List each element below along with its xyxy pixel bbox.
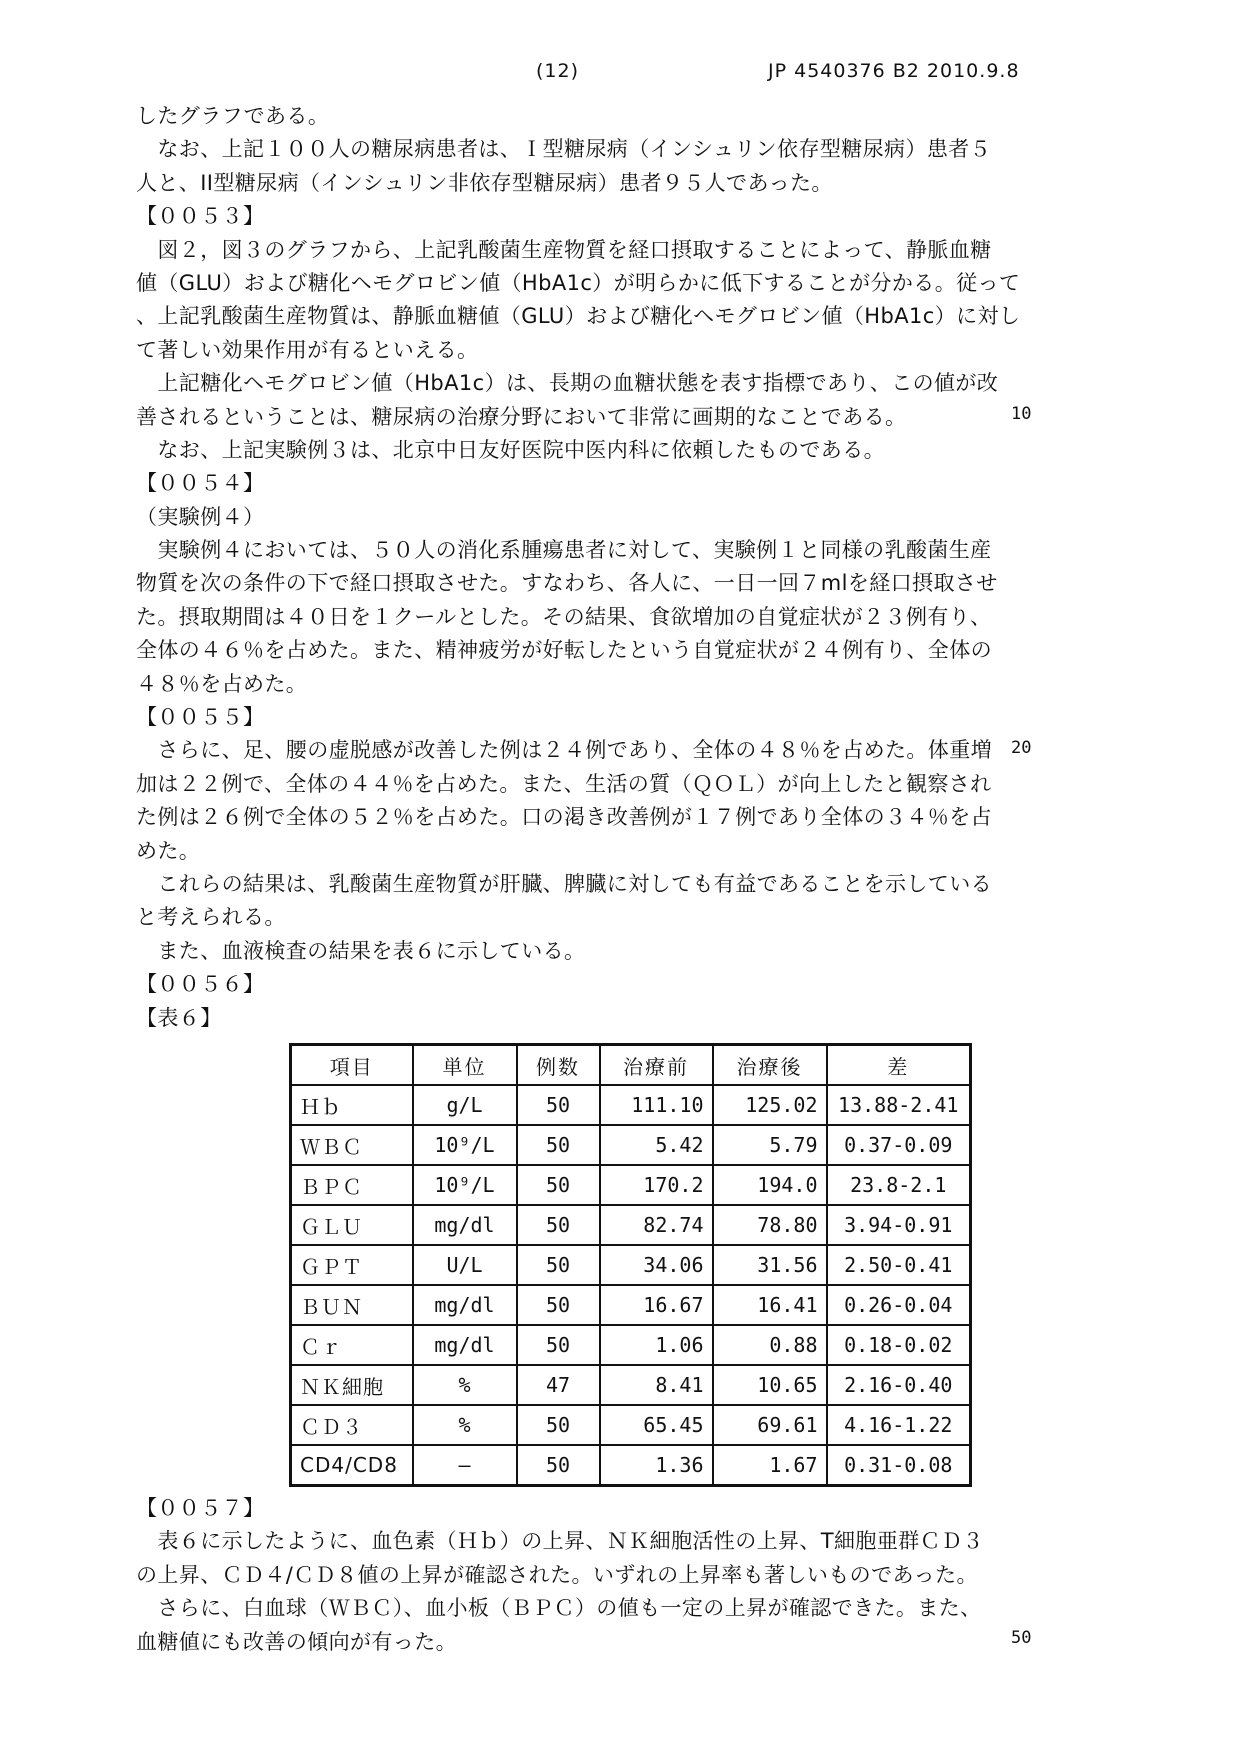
cell-before-treatment: 1.36	[600, 1445, 713, 1486]
column-header: 単位	[413, 1045, 517, 1086]
column-header: 治療後	[713, 1045, 827, 1086]
cell-after-treatment: 78.80	[713, 1205, 827, 1245]
table-row	[291, 1285, 971, 1325]
text-line: 【００５７】	[136, 1496, 265, 1520]
cell-case-count: 50	[517, 1445, 600, 1486]
text-line: た。摂取期間は４０日を１クールとした。その結果、食欲増加の自覚症状が２３例有り、	[136, 604, 992, 629]
cell-difference: 2.16-0.40	[827, 1365, 971, 1405]
column-header: 項目	[291, 1045, 413, 1086]
cell-case-count: 50	[517, 1205, 600, 1245]
column-header: 差	[827, 1045, 971, 1086]
cell-after-treatment: 16.41	[713, 1285, 827, 1325]
text-line: めた。	[136, 838, 201, 863]
text-line: 図２，図３のグラフから、上記乳酸菌生産物質を経口摂取することによって、静脈血糖	[136, 237, 992, 262]
cell-difference: 13.88-2.41	[827, 1085, 971, 1125]
cell-unit: U/L	[413, 1245, 517, 1285]
text-line: 【００５４】	[136, 471, 265, 496]
column-header: 治療前	[600, 1045, 713, 1086]
table-row	[291, 1365, 971, 1405]
cell-case-count: 47	[517, 1365, 600, 1405]
cell-item: ＧＬＵ	[291, 1205, 413, 1245]
text-line: 【表６】	[136, 1005, 222, 1030]
text-line: さらに、足、腰の虚脱感が改善した例は２４例であり、全体の４８％を占めた。体重増	[136, 738, 992, 763]
table-row	[291, 1405, 971, 1445]
cell-difference: 0.18-0.02	[827, 1325, 971, 1365]
cell-after-treatment: 0.88	[713, 1325, 827, 1365]
cell-unit: %	[413, 1365, 517, 1405]
cell-unit: 10⁹/L	[413, 1125, 517, 1165]
text-line: 【００５６】	[136, 972, 265, 997]
cell-before-treatment: 5.42	[600, 1125, 713, 1165]
cell-unit: mg/dl	[413, 1325, 517, 1365]
cell-before-treatment: 111.10	[600, 1085, 713, 1125]
text-line: したグラフである。	[136, 104, 330, 128]
table-row	[291, 1125, 971, 1165]
table-row	[291, 1085, 971, 1125]
cell-case-count: 50	[517, 1085, 600, 1125]
text-line: た例は２６例で全体の５２％を占めた。口の渇き改善例が１７例であり全体の３４％を占	[136, 805, 992, 830]
text-line: 加は２２例で、全体の４４％を占めた。また、生活の質（ＱＯＬ）が向上したと観察され	[136, 771, 992, 796]
cell-difference: 0.31-0.08	[827, 1445, 971, 1486]
text-line: の上昇、ＣＤ４/ＣＤ８値の上昇が確認された。いずれの上昇率も著しいものであった。	[136, 1562, 978, 1587]
table-header-row	[291, 1045, 971, 1086]
cell-after-treatment: 5.79	[713, 1125, 827, 1165]
cell-after-treatment: 69.61	[713, 1405, 827, 1445]
cell-difference: 4.16-1.22	[827, 1405, 971, 1445]
text-line: 【００５３】	[136, 204, 265, 229]
table-6-wrapper	[289, 1043, 972, 1487]
cell-difference: 23.8-2.1	[827, 1165, 971, 1205]
cell-item: Ｃｒ	[291, 1325, 413, 1365]
cell-unit: g/L	[413, 1085, 517, 1125]
cell-case-count: 50	[517, 1325, 600, 1365]
cell-before-treatment: 1.06	[600, 1325, 713, 1365]
text-line: さらに、白血球（ＷＢＣ）、血小板（ＢＰＣ）の値も一定の上昇が確認できた。また、	[136, 1596, 982, 1621]
text-line: 表６に示したように、血色素（Ｈｂ）の上昇、ＮＫ細胞活性の上昇、T細胞亜群ＣＤ３	[136, 1529, 984, 1554]
text-line: て著しい効果作用が有るといえる。	[136, 337, 479, 362]
cell-before-treatment: 8.41	[600, 1365, 713, 1405]
cell-item: CD4/CD8	[291, 1445, 413, 1486]
text-line: 人と、II型糖尿病（インシュリン非依存型糖尿病）患者９５人であった。	[136, 170, 833, 195]
margin-line-number-10: 10	[1011, 404, 1032, 424]
cell-unit: %	[413, 1405, 517, 1445]
cell-before-treatment: 65.45	[600, 1405, 713, 1445]
publication-number: JP 4540376 B2 2010.9.8	[768, 60, 1020, 82]
text-line: 値（GLU）および糖化ヘモグロビン値（HbA1c）が明らかに低下することが分かる。従って	[136, 270, 1021, 295]
column-header: 例数	[517, 1045, 600, 1086]
cell-before-treatment: 82.74	[600, 1205, 713, 1245]
cell-case-count: 50	[517, 1245, 600, 1285]
text-line: 実験例４においては、５０人の消化系腫瘍患者に対して、実験例１と同様の乳酸菌生産	[136, 538, 992, 563]
text-line: と考えられる。	[136, 905, 286, 930]
cell-item: ＢＵＮ	[291, 1285, 413, 1325]
body-text-block	[136, 100, 1021, 1035]
cell-item: ＷＢＣ	[291, 1125, 413, 1165]
cell-after-treatment: 10.65	[713, 1365, 827, 1405]
cell-case-count: 50	[517, 1125, 600, 1165]
table-row	[291, 1245, 971, 1285]
cell-case-count: 50	[517, 1285, 600, 1325]
page-number: (12)	[536, 60, 580, 82]
cell-item: ＮＫ細胞	[291, 1365, 413, 1405]
cell-unit: mg/dl	[413, 1205, 517, 1245]
cell-item: ＧＰＴ	[291, 1245, 413, 1285]
footer-text-block	[136, 1492, 1016, 1659]
text-line: （実験例４）	[136, 504, 265, 529]
text-line: 全体の４６％を占めた。また、精神疲労が好転したという自覚症状が２４例有り、全体の	[136, 638, 992, 663]
cell-after-treatment: 31.56	[713, 1245, 827, 1285]
cell-unit: mg/dl	[413, 1285, 517, 1325]
text-line: 善されるということは、糖尿病の治療分野において非常に画期的なことである。	[136, 404, 907, 429]
text-line: これらの結果は、乳酸菌生産物質が肝臓、脾臓に対しても有益であることを示している	[136, 871, 992, 896]
cell-after-treatment: 194.0	[713, 1165, 827, 1205]
cell-item: ＣＤ３	[291, 1405, 413, 1445]
cell-unit: —	[413, 1445, 517, 1486]
cell-difference: 3.94-0.91	[827, 1205, 971, 1245]
text-line: なお、上記実験例３は、北京中日友好医院中医内科に依頼したものである。	[136, 437, 885, 462]
cell-item: Ｈｂ	[291, 1085, 413, 1125]
text-line: ４８％を占めた。	[136, 671, 308, 696]
cell-before-treatment: 34.06	[600, 1245, 713, 1285]
blood-test-results-table	[289, 1043, 972, 1487]
table-row	[291, 1445, 971, 1486]
cell-case-count: 50	[517, 1405, 600, 1445]
table-head	[291, 1045, 971, 1086]
margin-line-number-20: 20	[1011, 738, 1032, 758]
text-line: 、上記乳酸菌生産物質は、静脈血糖値（GLU）および糖化ヘモグロビン値（HbA1c）に対し	[136, 304, 1021, 329]
table-row	[291, 1325, 971, 1365]
table-row	[291, 1165, 971, 1205]
table-body	[291, 1085, 971, 1486]
cell-after-treatment: 125.02	[713, 1085, 827, 1125]
text-line: 血糖値にも改善の傾向が有った。	[136, 1629, 457, 1654]
cell-case-count: 50	[517, 1165, 600, 1205]
text-line: 【００５５】	[136, 705, 265, 730]
cell-item: ＢＰＣ	[291, 1165, 413, 1205]
text-line: 物質を次の条件の下で経口摂取させた。すなわち、各人に、一日一回７mlを経口摂取させ	[136, 571, 998, 596]
cell-unit: 10⁹/L	[413, 1165, 517, 1205]
cell-before-treatment: 16.67	[600, 1285, 713, 1325]
text-line: また、血液検査の結果を表６に示している。	[136, 938, 586, 963]
margin-line-number-50: 50	[1011, 1628, 1032, 1648]
cell-difference: 2.50-0.41	[827, 1245, 971, 1285]
cell-before-treatment: 170.2	[600, 1165, 713, 1205]
cell-after-treatment: 1.67	[713, 1445, 827, 1486]
text-line: なお、上記１００人の糖尿病患者は、Ｉ型糖尿病（インシュリン依存型糖尿病）患者５	[136, 137, 992, 162]
text-line: 上記糖化ヘモグロビン値（HbA1c）は、長期の血糖状態を表す指標であり、この値が改	[136, 371, 999, 396]
cell-difference: 0.26-0.04	[827, 1285, 971, 1325]
cell-difference: 0.37-0.09	[827, 1125, 971, 1165]
table-row	[291, 1205, 971, 1245]
